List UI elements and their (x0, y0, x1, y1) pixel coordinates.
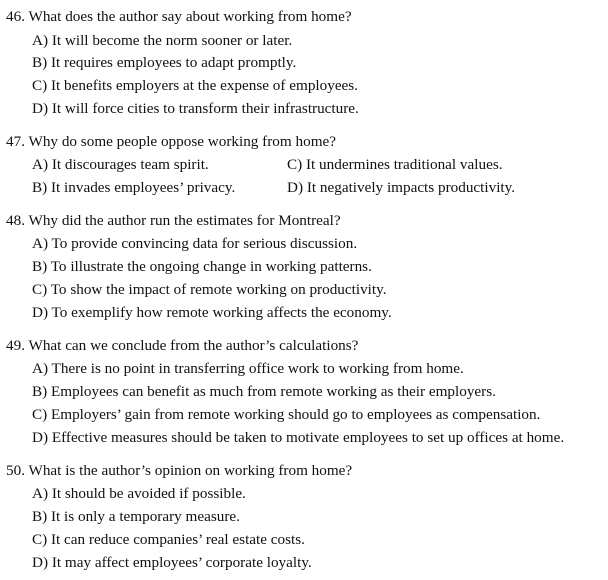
question-48-stem: 48. Why did the author run the estimates for Montreal? (6, 212, 341, 229)
question-47-stem: 47. Why do some people oppose working from home? (6, 133, 336, 150)
question-46-option-c: C) It benefits employers at the expense of employees. (32, 77, 359, 94)
question-46-option-b: B) It requires employees to adapt promptly. (32, 54, 297, 71)
question-50-option-b: B) It is only a temporary measure. (32, 508, 240, 525)
question-48-option-d: D) To exemplify how remote working affects the economy. (32, 304, 392, 321)
question-50-option-c: C) It can reduce companies’ real estate costs. (32, 531, 305, 548)
question-48-option-a: A) To provide convincing data for serious discussion. (32, 235, 358, 252)
question-46-option-d: D) It will force cities to transform their infrastructure. (32, 100, 359, 117)
question-48-option-b: B) To illustrate the ongoing change in working patterns. (32, 258, 372, 275)
question-46-stem: 46. What does the author say about working from home? (6, 8, 352, 25)
question-47-option-b: B) It invades employees’ privacy. (32, 179, 236, 196)
question-50-stem: 50. What is the author’s opinion on working from home? (6, 462, 353, 479)
question-50-option-a: A) It should be avoided if possible. (32, 485, 246, 502)
question-49-stem: 49. What can we conclude from the author’s calculations? (6, 337, 359, 354)
question-47-option-c: C) It undermines traditional values. (287, 156, 503, 173)
question-49-option-b: B) Employees can benefit as much from remote working as their employers. (32, 383, 496, 400)
question-49-option-c: C) Employers’ gain from remote working should go to employees as compensation. (32, 406, 541, 423)
question-47-option-d: D) It negatively impacts productivity. (287, 179, 516, 196)
question-46-option-a: A) It will become the norm sooner or later. (32, 32, 293, 49)
question-49-option-a: A) There is no point in transferring office work to working from home. (32, 360, 464, 377)
question-49-option-d: D) Effective measures should be taken to motivate employees to set up offices at home. (32, 429, 565, 446)
question-50-option-d: D) It may affect employees’ corporate loyalty. (32, 554, 312, 571)
question-48-option-c: C) To show the impact of remote working on productivity. (32, 281, 387, 298)
question-47-option-a: A) It discourages team spirit. (32, 156, 209, 173)
